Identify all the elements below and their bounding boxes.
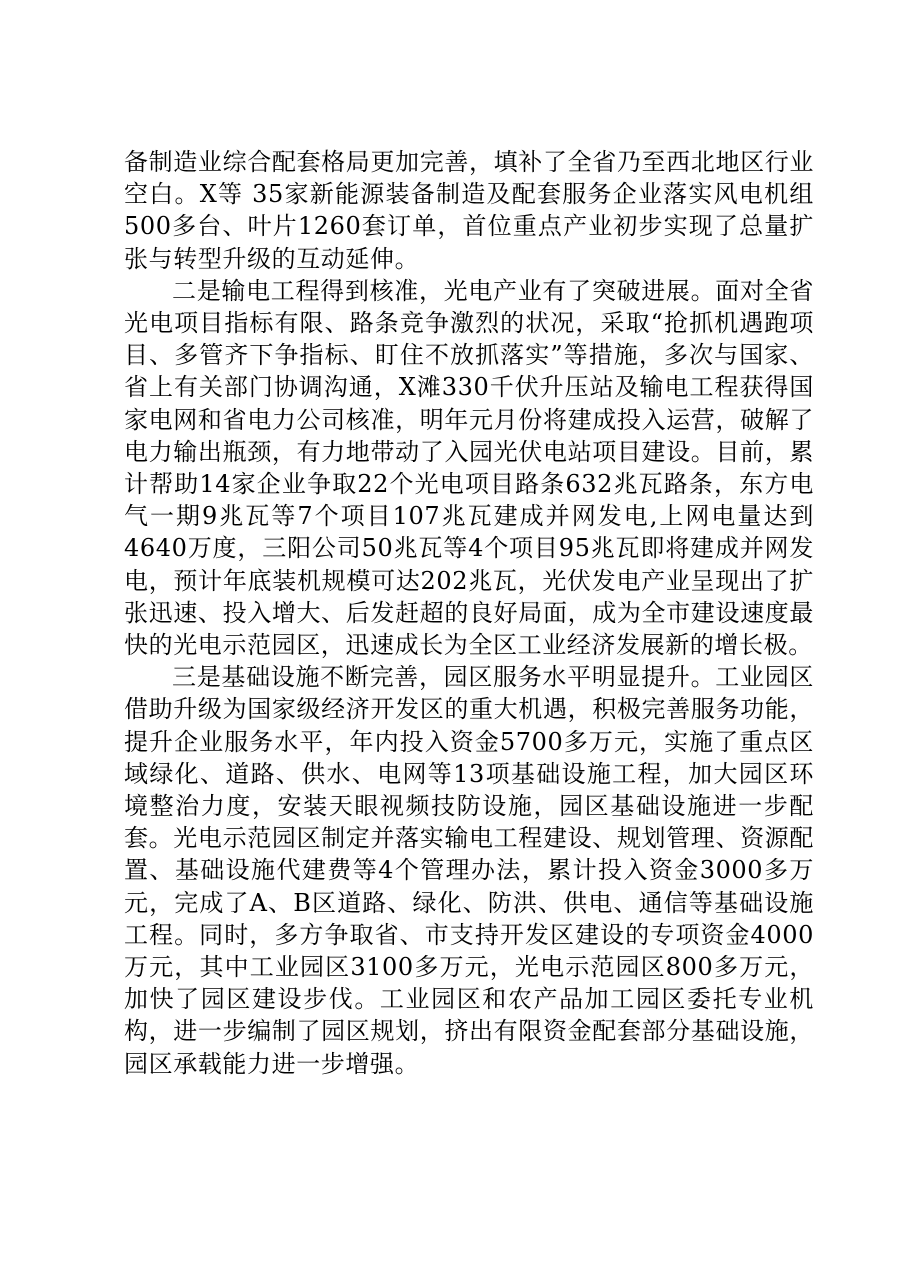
paragraph-power-transmission: 二是输电工程得到核准，光电产业有了突破进展。面对全省光电项目指标有限、路条竞争激烈的状况，采取“抢抓机遇跑项目、多管齐下争指标、盯住不放抓落实”等措施，多次与国家、省上有关部门协调沟通，X滩330千伏升压站及输电工程获得国家电网和省电力公司核准，明年元月份将建成投入运营，破解了电力输出瓶颈，有力地带动了入园光伏电站项目建设。目前，累计帮助14家企业争取22个光电项目路条632兆瓦路条，东方电气一期9兆瓦等7个项目107兆瓦建成并网发电,上网电量达到4640万度，三阳公司50兆瓦等4个项目95兆瓦即将建成并网发电，预计年底装机规模可达202兆瓦，光伏发电产业呈现出了扩张迅速、投入增大、后发赶超的良好局面，成为全市建设速度最快的光电示范园区，迅速成长为全区工业经济发展新的增长极。 <box>124 276 814 660</box>
paragraph-infrastructure: 三是基础设施不断完善，园区服务水平明显提升。工业园区借助升级为国家级经济开发区的重大机遇，积极完善服务功能，提升企业服务水平，年内投入资金5700多万元，实施了重点区域绿化、道路、供水、电网等13项基础设施工程，加大园区环境整治力度，安装天眼视频技防设施，园区基础设施进一步配套。光电示范园区制定并落实输电工程建设、规划管理、资源配置、基础设施代建费等4个管理办法，累计投入资金3000多万元，完成了A、B区道路、绿化、防洪、供电、通信等基础设施工程。同时，多方争取省、市支持开发区建设的专项资金4000万元，其中工业园区3100多万元，光电示范园区800多万元，加快了园区建设步伐。工业园区和农产品加工园区委托专业机构，进一步编制了园区规划，挤出有限资金配套部分基础设施，园区承载能力进一步增强。 <box>124 663 814 1078</box>
paragraph-equipment-manufacturing: 备制造业综合配套格局更加完善，填补了全省乃至西北地区行业空白。X等 35家新能源装备制造及配套服务企业落实风电机组500多台、叶片1260套订单，首位重点产业初步实现了总量扩张与转型升级的互动延伸。 <box>124 148 814 273</box>
document-body <box>124 146 814 1080</box>
